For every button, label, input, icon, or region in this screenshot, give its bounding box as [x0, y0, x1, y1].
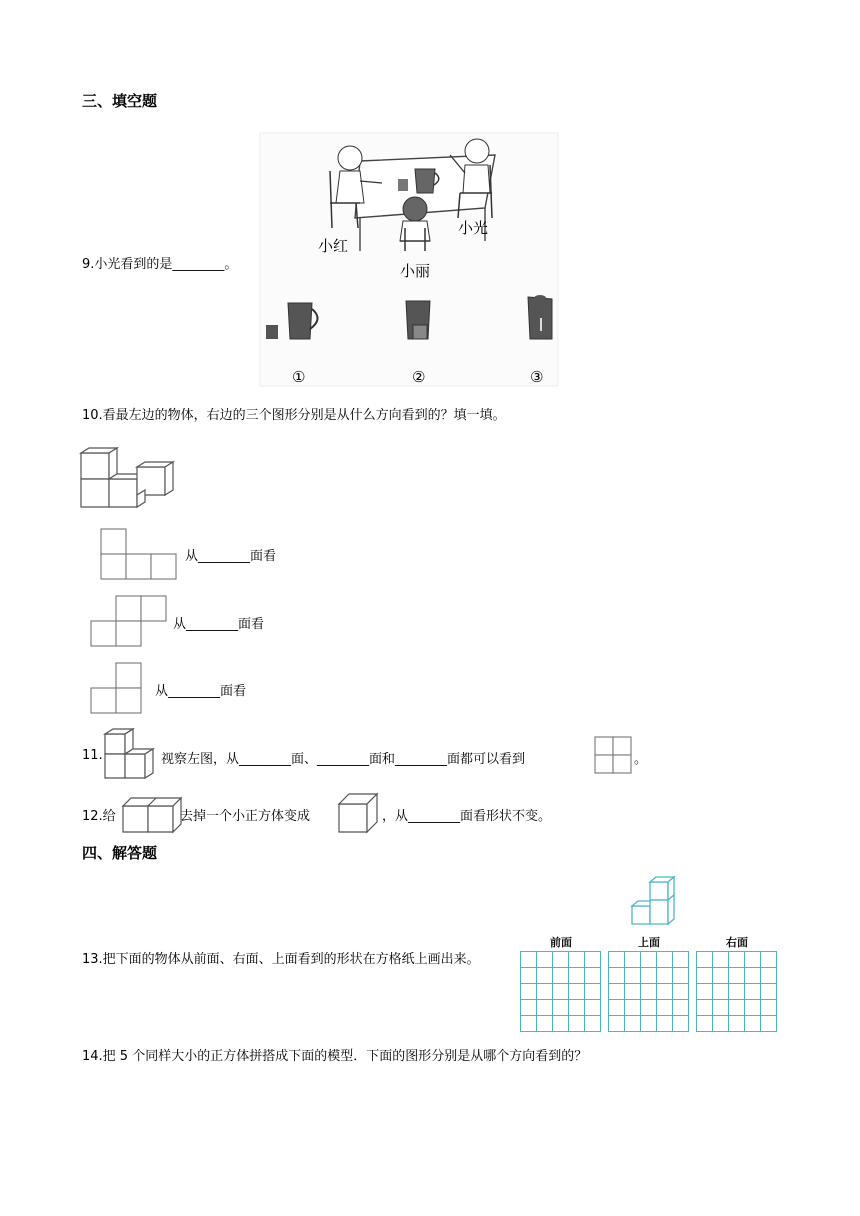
- option-2: ②: [412, 368, 426, 386]
- q10-question-text: 10.看最左边的物体，右边的三个图形分别是从什么方向看到的？填一填。: [82, 408, 506, 423]
- q11-suffix: 。: [634, 752, 648, 767]
- q13-grid-front[interactable]: [520, 951, 602, 1033]
- q13-grid-top[interactable]: [608, 951, 690, 1033]
- q12-middle-text: 去掉一个小正方体变成: [180, 809, 311, 824]
- q9-table-scene-illustration: [260, 133, 558, 386]
- q10-view-3: [90, 662, 146, 716]
- q13-teal-cube-object: [628, 874, 684, 926]
- q10-cube-object: [80, 447, 180, 509]
- option-1: ①: [292, 368, 306, 386]
- q11-number: 11.: [82, 748, 103, 763]
- q14-question-text: 14.把 5 个同样大小的正方体拼搭成下面的模型．下面的图形分别是从哪个方向看到的？: [82, 1049, 588, 1064]
- q12-prefix: 12.给: [82, 809, 116, 824]
- grid-label-right: 右面: [726, 936, 748, 949]
- label-xiaoli: 小丽: [400, 262, 431, 280]
- q13-grid-right[interactable]: [696, 951, 778, 1033]
- label-xiaoguang: 小光: [458, 219, 489, 237]
- q11-cube-object: [103, 728, 159, 780]
- q10-answer-3: 从________面看: [155, 684, 247, 699]
- label-xiaohong: 小红: [318, 237, 349, 255]
- grid-label-front: 前面: [550, 936, 572, 949]
- section-heading-answer: 四、解答题: [82, 844, 158, 862]
- q10-view-1: [100, 528, 178, 580]
- q13-question-text: 13.把下面的物体从前面、右面、上面看到的形状在方格纸上画出来。: [82, 952, 480, 967]
- grid-label-top: 上面: [638, 936, 660, 949]
- section-heading-fill-in: 三、填空题: [82, 92, 158, 110]
- q11-view-square-grid: [594, 736, 632, 774]
- q10-view-2: [90, 595, 168, 650]
- q12-two-cubes: [121, 790, 181, 834]
- q9-question-text: 9.小光看到的是________。: [82, 257, 238, 272]
- q10-answer-2: 从________面看: [173, 617, 265, 632]
- option-3: ③: [530, 368, 544, 386]
- q12-one-cube: [337, 790, 381, 834]
- q11-question-text: 视察左图，从________面、________面和________面都可以看到: [161, 752, 526, 767]
- q10-answer-1: 从________面看: [185, 549, 277, 564]
- q12-suffix-text: ，从________面看形状不变。: [382, 809, 552, 824]
